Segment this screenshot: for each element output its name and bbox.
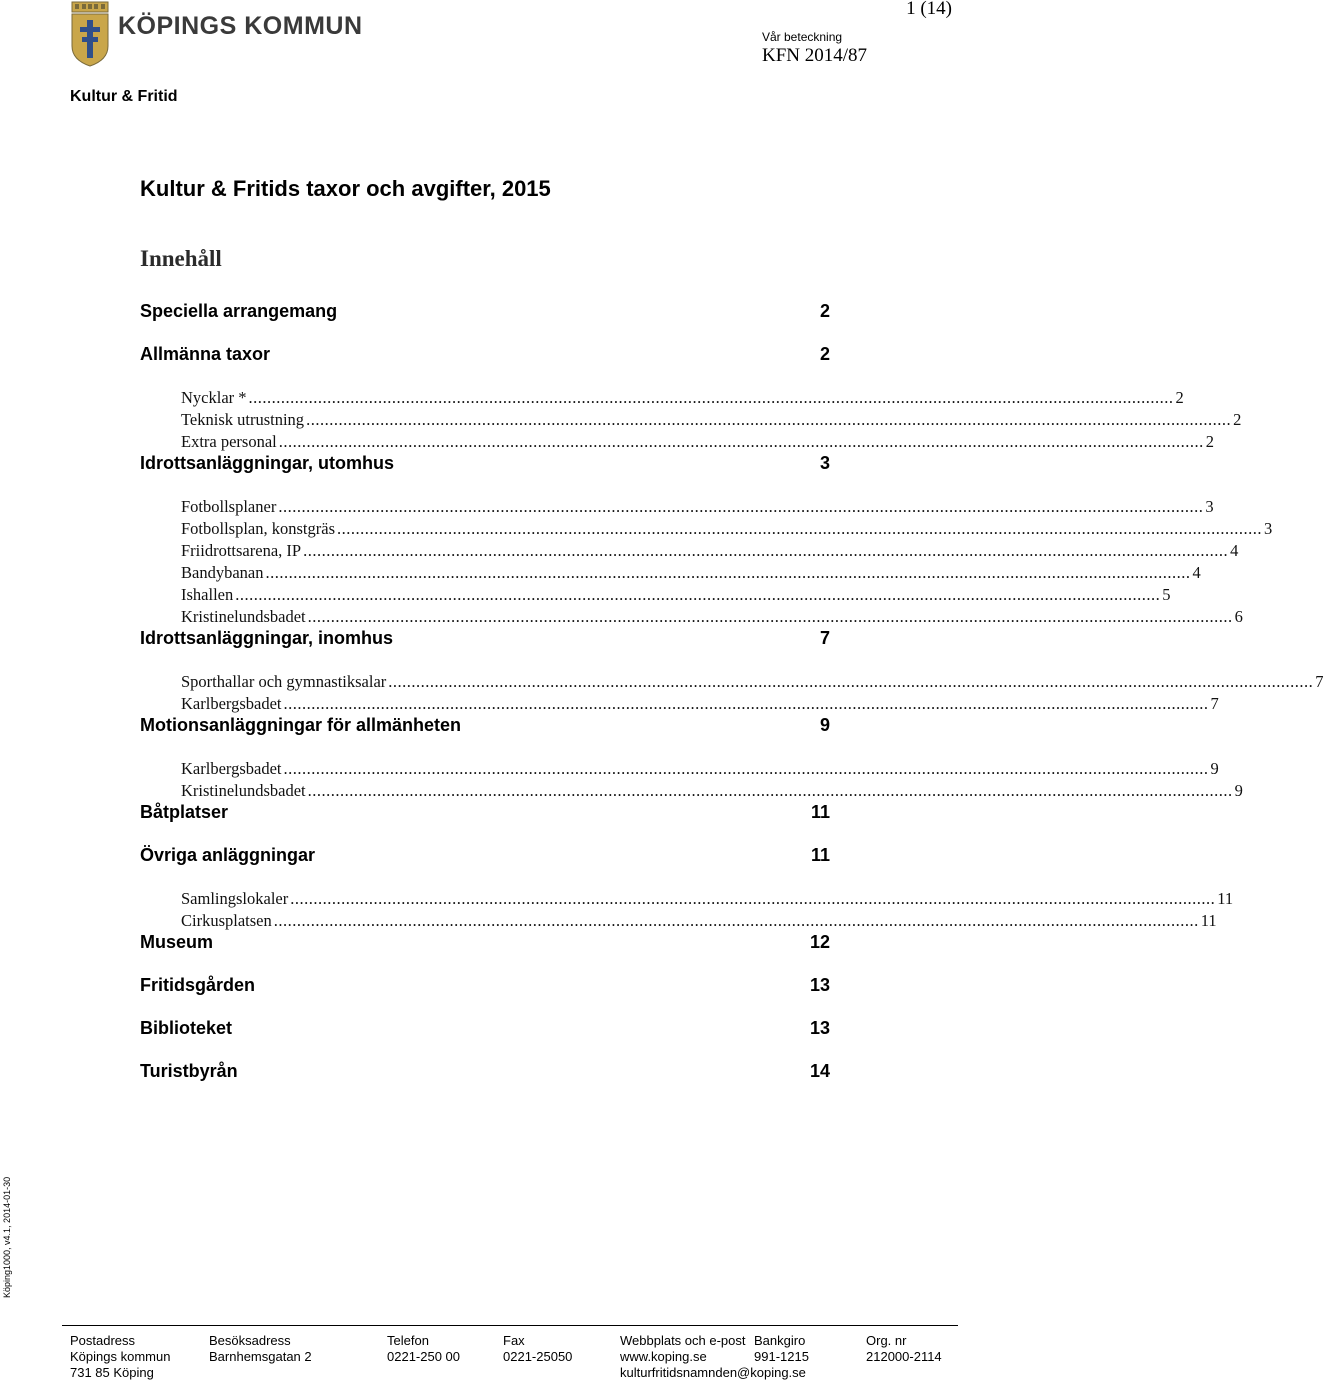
toc-entry-page: 3 [1205, 497, 1214, 516]
toc-subsection-entry[interactable] [181, 606, 1243, 628]
footer-besoksadress [209, 1333, 312, 1365]
footer-label: Bankgiro [754, 1333, 806, 1348]
toc-leader-dots: ........................................................................................................................................................................................................ [235, 585, 1161, 604]
toc-entry-page: 7 [1210, 694, 1219, 713]
footer-value: 0221-250 00 [387, 1349, 461, 1364]
footer-label: Postadress [70, 1333, 136, 1348]
toc-entry-page: 13 [809, 975, 830, 995]
toc-subsection-entry[interactable] [181, 671, 1324, 693]
toc-entry-label: Fritidsgården [140, 975, 256, 995]
toc-entry-label: Teknisk utrustning [181, 410, 305, 429]
coat-of-arms-icon [70, 0, 110, 68]
toc-entry-page: 13 [809, 1018, 830, 1038]
toc-entry-label: Ishallen [181, 585, 234, 604]
toc-entry-page: 6 [1234, 607, 1243, 626]
document-title: Kultur & Fritids taxor och avgifter, 2015 [140, 176, 551, 201]
toc-entry-page: 2 [819, 344, 830, 364]
footer-website-link[interactable]: www.koping.se [620, 1349, 707, 1364]
footer-fax [503, 1333, 572, 1365]
toc-entry-label: Nycklar * [181, 388, 247, 407]
toc-entry-page: 11 [1200, 911, 1217, 930]
toc-subsection-entry[interactable] [181, 540, 1239, 562]
toc-entry-page: 3 [1264, 519, 1273, 538]
toc-section-entry[interactable] [140, 844, 830, 866]
toc-entry-label: Allmänna taxor [140, 344, 271, 364]
toc-section-entry[interactable] [140, 627, 830, 649]
toc-section-entry[interactable] [140, 452, 830, 474]
footer-label: Fax [503, 1333, 525, 1348]
toc-entry-label: Fotbollsplan, konstgräs [181, 519, 336, 538]
toc-leader-dots: ........................................................................................................................................................................................................ [278, 432, 1204, 451]
toc-entry-label: Karlbergsbadet [181, 694, 282, 713]
toc-subsection-entry[interactable] [181, 518, 1273, 540]
toc-section-entry[interactable] [140, 300, 830, 322]
toc-subsection-entry[interactable] [181, 758, 1219, 780]
toc-entry-page: 7 [1315, 672, 1324, 691]
toc-subsection-entry[interactable] [181, 431, 1215, 453]
footer-value: 991-1215 [754, 1349, 809, 1364]
toc-entry-page: 5 [1162, 585, 1171, 604]
toc-subsection-entry[interactable] [181, 780, 1243, 802]
footer-postadress [70, 1333, 170, 1381]
footer-value: 0221-25050 [503, 1349, 573, 1364]
toc-entry-label: Idrottsanläggningar, utomhus [140, 453, 395, 473]
toc-subsection-entry[interactable] [181, 584, 1171, 606]
toc-section-entry[interactable] [140, 801, 830, 823]
toc-entry-label: Kristinelundsbadet [181, 607, 306, 626]
toc-entry-label: Speciella arrangemang [140, 301, 338, 321]
toc-heading: Innehåll [140, 246, 222, 271]
toc-entry-label: Extra personal [181, 432, 277, 451]
toc-entry-page: 11 [810, 802, 830, 822]
reference-label: Vår beteckning [762, 30, 843, 44]
toc-entry-page: 9 [1234, 781, 1243, 800]
toc-leader-dots: ........................................................................................................................................................................................................ [265, 563, 1191, 582]
toc-subsection-entry[interactable] [181, 496, 1214, 518]
toc-section-entry[interactable] [140, 343, 830, 365]
toc-subsection-entry[interactable] [181, 387, 1184, 409]
toc-entry-label: Sporthallar och gymnastiksalar [181, 672, 387, 691]
footer-bankgiro [754, 1333, 809, 1365]
toc-leader-dots: ........................................................................................................................................................................................................ [248, 388, 1174, 407]
footer-label: Telefon [387, 1333, 429, 1348]
toc-entry-label: Båtplatser [140, 802, 229, 822]
toc-entry-label: Fotbollsplaner [181, 497, 277, 516]
footer-label: Org. nr [866, 1333, 907, 1348]
footer-value: Barnhemsgatan 2 [209, 1349, 312, 1364]
toc-subsection-entry[interactable] [181, 888, 1234, 910]
toc-section-entry[interactable] [140, 1060, 830, 1082]
toc-section-entry[interactable] [140, 931, 830, 953]
toc-entry-page: 11 [1217, 889, 1234, 908]
footer-orgnr [866, 1333, 942, 1365]
toc-leader-dots: ........................................................................................................................................................................................................ [306, 410, 1232, 429]
toc-leader-dots: ........................................................................................................................................................................................................ [278, 497, 1204, 516]
toc-entry-page: 9 [819, 715, 830, 735]
toc-leader-dots: ........................................................................................................................................................................................................ [283, 694, 1209, 713]
footer-divider [62, 1325, 958, 1326]
header-logo [70, 0, 363, 68]
toc-entry-page: 2 [1205, 432, 1215, 451]
toc-entry-page: 14 [809, 1061, 830, 1081]
toc-section-entry[interactable] [140, 714, 830, 736]
toc-leader-dots: ........................................................................................................................................................................................................ [290, 889, 1216, 908]
toc-leader-dots: ........................................................................................................................................................................................................ [307, 607, 1233, 626]
toc-entry-page: 4 [1230, 541, 1239, 560]
footer-label: Besöksadress [209, 1333, 291, 1348]
toc-leader-dots: ........................................................................................................................................................................................................ [388, 672, 1314, 691]
toc-entry-label: Kristinelundsbadet [181, 781, 306, 800]
template-version-stamp: Köping1000, v4.1, 2014-01-30 [2, 1176, 12, 1298]
toc-entry-page: 2 [819, 301, 830, 321]
footer-value: Köpings kommun [70, 1349, 171, 1364]
toc-subsection-entry[interactable] [181, 910, 1217, 932]
footer-telefon [387, 1333, 460, 1365]
toc-entry-label: Cirkusplatsen [181, 911, 272, 930]
footer-value: 212000-2114 [866, 1349, 942, 1364]
org-name: KÖPINGS KOMMUN [118, 12, 363, 40]
toc-entry-page: 2 [1175, 388, 1184, 407]
reference-value: KFN 2014/87 [762, 45, 868, 66]
toc-entry-page: 9 [1210, 759, 1219, 778]
toc-entry-label: Bandybanan [181, 563, 264, 582]
toc-entry-label: Turistbyrån [140, 1061, 238, 1081]
toc-section-entry[interactable] [140, 974, 830, 996]
toc-subsection-entry[interactable] [181, 409, 1242, 431]
department: Kultur & Fritid [70, 88, 178, 105]
footer-value: 731 85 Köping [70, 1365, 154, 1380]
toc-subsection-entry[interactable] [181, 562, 1201, 584]
toc-entry-label: Motionsanläggningar för allmänheten [140, 715, 462, 735]
toc-entry-page: 11 [810, 845, 830, 865]
toc-leader-dots: ........................................................................................................................................................................................................ [303, 541, 1229, 560]
toc-entry-page: 3 [819, 453, 830, 473]
toc-section-entry[interactable] [140, 1017, 830, 1039]
toc-entry-label: Idrottsanläggningar, inomhus [140, 628, 394, 648]
toc-entry-label: Museum [140, 932, 214, 952]
toc-leader-dots: ........................................................................................................................................................................................................ [283, 759, 1209, 778]
toc-subsection-entry[interactable] [181, 693, 1219, 715]
toc-leader-dots: ........................................................................................................................................................................................................ [307, 781, 1233, 800]
toc-entry-label: Samlingslokaler [181, 889, 289, 908]
toc-entry-page: 12 [809, 932, 830, 952]
toc-leader-dots: ........................................................................................................................................................................................................ [273, 911, 1199, 930]
toc-entry-page: 7 [819, 628, 830, 648]
toc-leader-dots: ........................................................................................................................................................................................................ [337, 519, 1263, 538]
footer-email-link[interactable]: kulturfritidsnamnden@koping.se [620, 1365, 806, 1380]
page-indicator: 1 (14) [906, 0, 952, 19]
toc-entry-label: Övriga anläggningar [140, 845, 316, 865]
toc-entry-page: 4 [1192, 563, 1201, 582]
toc-entry-label: Karlbergsbadet [181, 759, 282, 778]
footer-label: Webbplats och e-post [620, 1333, 746, 1348]
toc-entry-page: 2 [1233, 410, 1242, 429]
toc-entry-label: Friidrottsarena, IP [181, 541, 302, 560]
toc-entry-label: Biblioteket [140, 1018, 233, 1038]
